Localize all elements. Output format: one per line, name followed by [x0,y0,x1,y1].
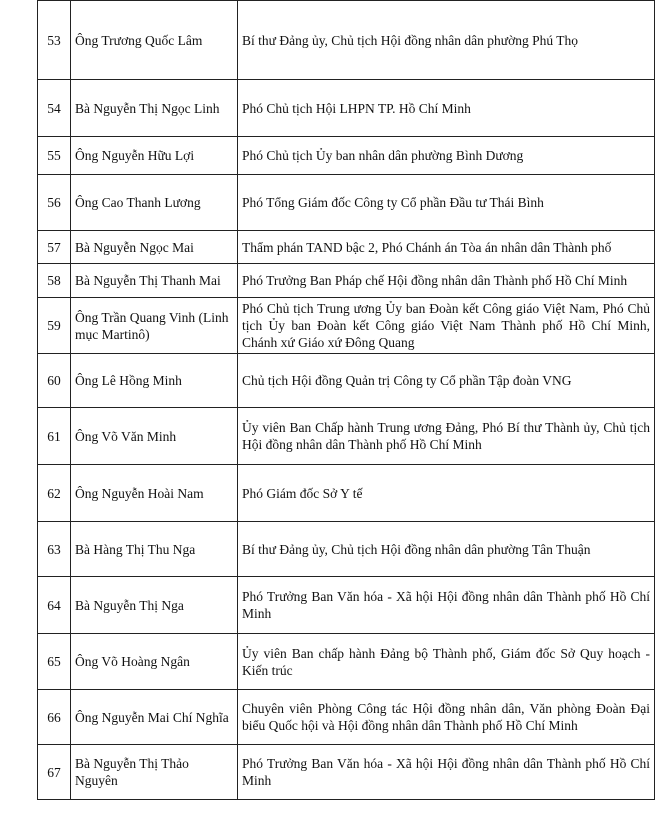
delegate-position: Phó Chủ tịch Hội LHPN TP. Hồ Chí Minh [238,80,655,137]
delegate-name: Bà Nguyễn Thị Thảo Nguyên [71,745,238,800]
delegate-name: Ông Trương Quốc Lâm [71,1,238,80]
row-number: 63 [38,522,71,577]
delegate-position: Thẩm phán TAND bậc 2, Phó Chánh án Tòa án nhân dân Thành phố [238,231,655,264]
table-row [38,408,655,465]
row-number: 65 [38,634,71,690]
table-row [38,137,655,175]
row-number: 64 [38,577,71,634]
table-row [38,354,655,408]
row-number: 62 [38,465,71,522]
row-number: 54 [38,80,71,137]
row-number: 60 [38,354,71,408]
delegate-position: Bí thư Đảng ủy, Chủ tịch Hội đồng nhân dân phường Phú Thọ [238,1,655,80]
table-row [38,231,655,264]
delegate-name: Ông Trần Quang Vinh (Linh mục Martinô) [71,298,238,354]
delegate-position: Phó Chủ tịch Ủy ban nhân dân phường Bình Dương [238,137,655,175]
delegate-position: Phó Trưởng Ban Pháp chế Hội đồng nhân dân Thành phố Hồ Chí Minh [238,264,655,298]
delegate-position: Bí thư Đảng ủy, Chủ tịch Hội đồng nhân dân phường Tân Thuận [238,522,655,577]
row-number: 66 [38,690,71,745]
row-number: 53 [38,1,71,80]
row-number: 58 [38,264,71,298]
delegate-name: Ông Nguyễn Hoài Nam [71,465,238,522]
delegate-name: Ông Võ Văn Minh [71,408,238,465]
delegate-name: Bà Nguyễn Thị Nga [71,577,238,634]
row-number: 55 [38,137,71,175]
delegate-position: Chủ tịch Hội đồng Quản trị Công ty Cổ phần Tập đoàn VNG [238,354,655,408]
delegate-table [37,0,655,800]
table-row [38,80,655,137]
delegate-name: Ông Võ Hoàng Ngân [71,634,238,690]
delegate-position: Phó Chủ tịch Trung ương Ủy ban Đoàn kết Công giáo Việt Nam, Phó Chủ tịch Ủy ban Đoàn kết Công giáo Việt Nam Thành phố Hồ Chí Minh, Chánh xứ Giáo xứ Đông Quang [238,298,655,354]
delegate-position: Phó Trưởng Ban Văn hóa - Xã hội Hội đồng nhân dân Thành phố Hồ Chí Minh [238,577,655,634]
delegate-name: Ông Lê Hồng Minh [71,354,238,408]
delegate-position: Chuyên viên Phòng Công tác Hội đồng nhân dân, Văn phòng Đoàn Đại biểu Quốc hội và Hội đồng nhân dân Thành phố Hồ Chí Minh [238,690,655,745]
delegate-name: Bà Nguyễn Thị Ngọc Linh [71,80,238,137]
row-number: 57 [38,231,71,264]
row-number: 61 [38,408,71,465]
delegate-position: Phó Tổng Giám đốc Công ty Cổ phần Đầu tư Thái Bình [238,175,655,231]
delegate-position: Phó Giám đốc Sở Y tế [238,465,655,522]
row-number: 56 [38,175,71,231]
table-row [38,465,655,522]
row-number: 67 [38,745,71,800]
delegate-position: Ủy viên Ban Chấp hành Trung ương Đảng, Phó Bí thư Thành ủy, Chủ tịch Hội đồng nhân dân Thành phố Hồ Chí Minh [238,408,655,465]
delegate-position: Ủy viên Ban chấp hành Đảng bộ Thành phố, Giám đốc Sở Quy hoạch - Kiến trúc [238,634,655,690]
delegate-name: Ông Nguyễn Hữu Lợi [71,137,238,175]
table-row [38,175,655,231]
table-row [38,745,655,800]
table-row [38,522,655,577]
delegate-name: Bà Hàng Thị Thu Nga [71,522,238,577]
delegate-name: Ông Nguyễn Mai Chí Nghĩa [71,690,238,745]
table-row [38,634,655,690]
delegate-name: Bà Nguyễn Thị Thanh Mai [71,264,238,298]
delegate-name: Bà Nguyễn Ngọc Mai [71,231,238,264]
table-row [38,1,655,80]
table-row [38,690,655,745]
table-row [38,577,655,634]
table-row [38,298,655,354]
delegate-name: Ông Cao Thanh Lương [71,175,238,231]
delegate-position: Phó Trưởng Ban Văn hóa - Xã hội Hội đồng nhân dân Thành phố Hồ Chí Minh [238,745,655,800]
row-number: 59 [38,298,71,354]
table-row [38,264,655,298]
